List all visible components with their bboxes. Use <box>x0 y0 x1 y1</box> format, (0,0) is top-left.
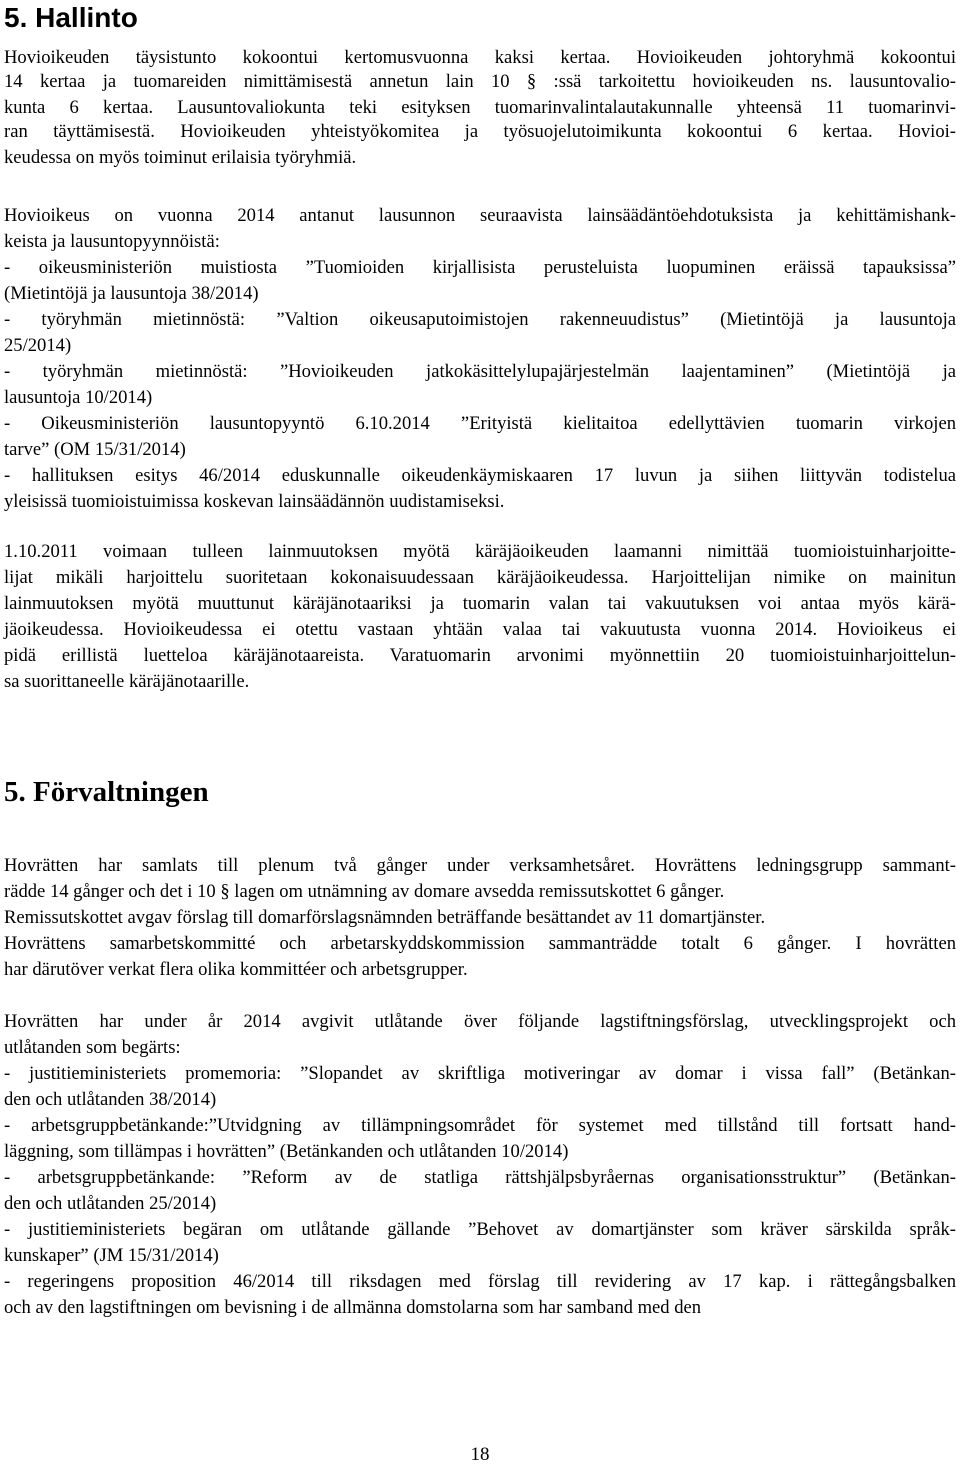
text-line: jäoikeudessa. Hovioikeudessa ei otettu vastaan yhtään valaa tai vakuutusta vuonna 2014. Hovioikeus ei <box>4 619 956 640</box>
page-number: 18 <box>470 1444 490 1465</box>
text-line: Hovrätten har samlats till plenum två gånger under verksamhetsåret. Hovrättens ledningsgrupp sammant- <box>4 855 956 876</box>
text-line: rädde 14 gånger och det i 10 § lagen om utnämning av domare avsedda remissutskottet 6 gånger. <box>4 881 725 902</box>
text-line: - justitieministeriets begäran om utlåtande gällande ”Behovet av domartjänster som kräver särskilda språk- <box>4 1219 956 1240</box>
text-line: tarve” (OM 15/31/2014) <box>4 439 186 460</box>
heading-forvaltningen: 5. Förvaltningen <box>4 776 209 808</box>
text-line: (Mietintöjä ja lausuntoja 38/2014) <box>4 283 259 304</box>
text-line: kunskaper” (JM 15/31/2014) <box>4 1245 219 1266</box>
text-line: Remissutskottet avgav förslag till domarförslagsnämnden beträffande besättandet av 11 domartjänster. <box>4 907 766 928</box>
text-line: den och utlåtanden 38/2014) <box>4 1089 217 1110</box>
text-line: - Oikeusministeriön lausuntopyyntö 6.10.2014 ”Erityistä kielitaitoa edellyttävien tuomarin virkojen <box>4 413 956 434</box>
text-line: - työryhmän mietinnöstä: ”Valtion oikeusaputoimistojen rakenneuudistus” (Mietintöjä ja lausuntoja <box>4 309 956 330</box>
text-line: kunta 6 kertaa. Lausuntovaliokunta teki esityksen tuomarinvalintalautakunnalle yhteensä 11 tuomarinvi- <box>4 97 956 118</box>
text-line: och av den lagstiftningen om bevisning i de allmänna domstolarna som har samband med den <box>4 1297 702 1318</box>
text-line: Hovrätten har under år 2014 avgivit utlåtande över följande lagstiftningsförslag, utvecklingsprojekt och <box>4 1011 956 1032</box>
text-line: keudessa on myös toiminut erilaisia työryhmiä. <box>4 147 357 168</box>
text-line: Hovrättens samarbetskommitté och arbetarskyddskommission sammanträdde totalt 6 gånger. I hovrätten <box>4 933 956 954</box>
text-line: keista ja lausuntopyynnöistä: <box>4 231 220 252</box>
text-line: - arbetsgruppbetänkande: ”Reform av de statliga rättshjälpsbyråernas organisationsstruktur” (Betänkan- <box>4 1167 956 1188</box>
text-line: - justitieministeriets promemoria: ”Slopandet av skriftliga motiveringar av domar i vissa fall” (Betänkan- <box>4 1063 956 1084</box>
text-line: - hallituksen esitys 46/2014 eduskunnalle oikeudenkäymiskaaren 17 luvun ja siihen liittyvän todistelua <box>4 465 956 486</box>
text-line: - työryhmän mietinnöstä: ”Hovioikeuden jatkokäsittelylupajärjestelmän laajentaminen” (Mietintöjä ja <box>4 361 956 382</box>
text-line: har därutöver verkat flera olika kommittéer och arbetsgrupper. <box>4 959 468 980</box>
text-line: Hovioikeuden täysistunto kokoontui kertomusvuonna kaksi kertaa. Hovioikeuden johtoryhmä kokoontui <box>4 47 956 68</box>
text-line: utlåtanden som begärts: <box>4 1037 181 1058</box>
text-line: - regeringens proposition 46/2014 till riksdagen med förslag till revidering av 17 kap. i rättegångsbalken <box>4 1271 956 1292</box>
text-line: - arbetsgruppbetänkande:”Utvidgning av tillämpningsområdet för systemet med tillstånd till fortsatt hand- <box>4 1115 956 1136</box>
text-line: 1.10.2011 voimaan tulleen lainmuutoksen myötä käräjäoikeuden laamanni nimittää tuomioistuinharjoitte- <box>4 541 956 562</box>
text-line: 14 kertaa ja tuomareiden nimittämisestä annetun lain 10 § :ssä tarkoitettu hovioikeuden ns. lausuntovalio- <box>4 71 956 92</box>
heading-hallinto: 5. Hallinto <box>4 2 138 33</box>
text-line: - oikeusministeriön muistiosta ”Tuomioiden kirjallisista perusteluista luopuminen eräissä tapauksissa” <box>4 257 956 278</box>
text-line: ran täyttämisestä. Hovioikeuden yhteistyökomitea ja työsuojelutoimikunta kokoontui 6 kertaa. Hovioi- <box>4 121 956 142</box>
text-line: lausuntoja 10/2014) <box>4 387 153 408</box>
text-line: lijat mikäli harjoittelu suoritetaan kokonaisuudessaan käräjäoikeudessa. Harjoittelijan nimike on mainitun <box>4 567 956 588</box>
text-line: pidä erillistä luetteloa käräjänotaareista. Varatuomarin arvonimi myönnettiin 20 tuomioistuinharjoittelun- <box>4 645 956 666</box>
text-line: yleisissä tuomioistuimissa koskevan lainsäädännön uudistamiseksi. <box>4 491 505 512</box>
text-line: sa suorittaneelle käräjänotaarille. <box>4 671 250 692</box>
text-line: läggning, som tillämpas i hovrätten” (Betänkanden och utlåtanden 10/2014) <box>4 1141 569 1162</box>
text-line: lainmuutoksen myötä muuttunut käräjänotaariksi ja tuomarin valan tai vakuutuksen voi antaa myös kärä- <box>4 593 956 614</box>
text-line: den och utlåtanden 25/2014) <box>4 1193 217 1214</box>
text-line: 25/2014) <box>4 335 72 356</box>
text-line: Hovioikeus on vuonna 2014 antanut lausunnon seuraavista lainsäädäntöehdotuksista ja kehittämishank- <box>4 205 956 226</box>
